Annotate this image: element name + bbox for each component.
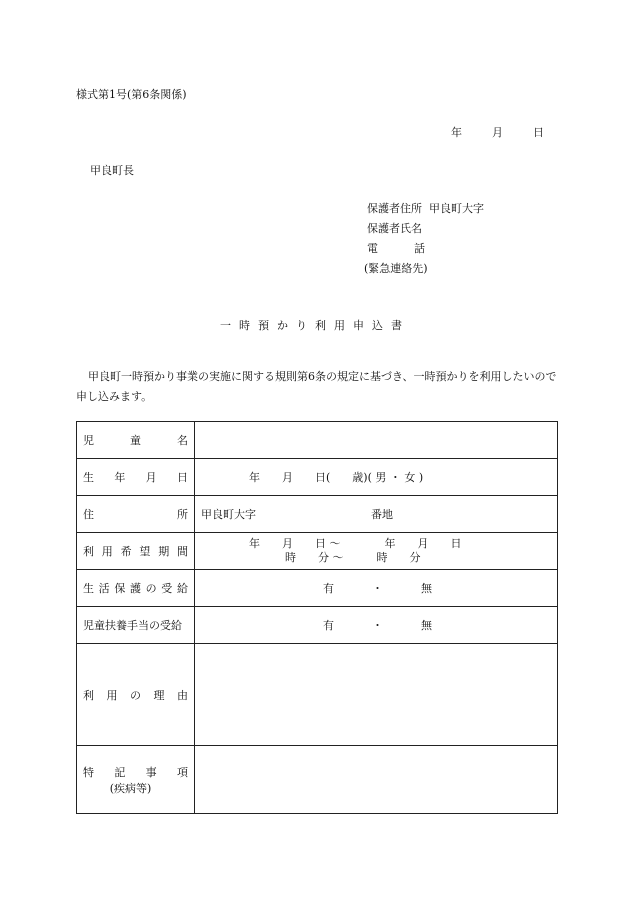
period-date-template: 年 月 日 〜 年 月 日 bbox=[249, 537, 462, 550]
table-row-child-name bbox=[77, 422, 558, 459]
guardian-address-label: 保護者住所 bbox=[367, 202, 422, 215]
table-row-address bbox=[77, 496, 558, 533]
welfare-field[interactable] bbox=[195, 570, 558, 607]
date-month: 月 bbox=[492, 126, 503, 139]
date-day: 日 bbox=[533, 126, 544, 139]
document-title: 一時預かり利用申込書 bbox=[220, 319, 410, 332]
table-row-notes bbox=[77, 746, 558, 814]
address-label: 住 所 bbox=[83, 508, 188, 521]
welfare-label: 生 活 保 護 の 受 給 bbox=[83, 582, 188, 595]
guardian-address-value: 甲良町大字 bbox=[429, 202, 484, 215]
table-row-period bbox=[77, 533, 558, 570]
date-year: 年 bbox=[451, 126, 462, 139]
table-row-birthdate bbox=[77, 459, 558, 496]
notes-sublabel: (疾病等) bbox=[109, 781, 152, 795]
welfare-separator: ・ bbox=[372, 582, 383, 595]
reason-label: 利 用 の 理 由 bbox=[83, 688, 188, 702]
body-text: 甲良町一時預かり事業の実施に関する規則第6条の規定に基づき、一時預かりを利用したいので申し込みます。 bbox=[76, 370, 557, 403]
emergency-contact-label: (緊急連絡先) bbox=[364, 262, 428, 275]
allowance-field[interactable] bbox=[195, 607, 558, 644]
allowance-label: 児童扶養手当の受給 bbox=[83, 619, 182, 632]
child-name-field[interactable] bbox=[195, 422, 558, 459]
address-suffix: 番地 bbox=[371, 508, 393, 521]
phone-label: 電 話 bbox=[367, 242, 425, 255]
allowance-separator: ・ bbox=[372, 619, 383, 632]
recipient: 甲良町長 bbox=[90, 164, 134, 177]
application-table bbox=[76, 421, 558, 814]
address-field[interactable] bbox=[195, 496, 558, 533]
date-line bbox=[451, 124, 544, 140]
table-row-allowance bbox=[77, 607, 558, 644]
notes-label: 特 記 事 項 bbox=[83, 765, 188, 779]
address-prefix: 甲良町大字 bbox=[201, 508, 256, 521]
welfare-no[interactable]: 無 bbox=[421, 582, 432, 595]
guardian-name-label: 保護者氏名 bbox=[367, 222, 422, 235]
birthdate-template: 年 月 日( 歳)( 男 ・ 女 ) bbox=[249, 471, 424, 484]
welfare-yes[interactable]: 有 bbox=[323, 582, 334, 595]
usage-period-field[interactable] bbox=[195, 533, 558, 570]
form-number: 様式第1号(第6条関係) bbox=[76, 88, 187, 101]
allowance-no[interactable]: 無 bbox=[421, 619, 432, 632]
table-row-reason bbox=[77, 644, 558, 746]
reason-field[interactable] bbox=[195, 644, 558, 746]
child-name-label: 児 童 名 bbox=[83, 434, 188, 447]
birthdate-field[interactable] bbox=[195, 459, 558, 496]
period-time-template: 時 分 〜 時 分 bbox=[285, 551, 421, 564]
allowance-yes[interactable]: 有 bbox=[323, 619, 334, 632]
birthdate-label: 生 年 月 日 bbox=[83, 471, 188, 484]
usage-period-label: 利 用 希 望 期 間 bbox=[83, 545, 188, 558]
applicant-block bbox=[364, 199, 484, 279]
table-row-welfare bbox=[77, 570, 558, 607]
notes-field[interactable] bbox=[195, 746, 558, 814]
